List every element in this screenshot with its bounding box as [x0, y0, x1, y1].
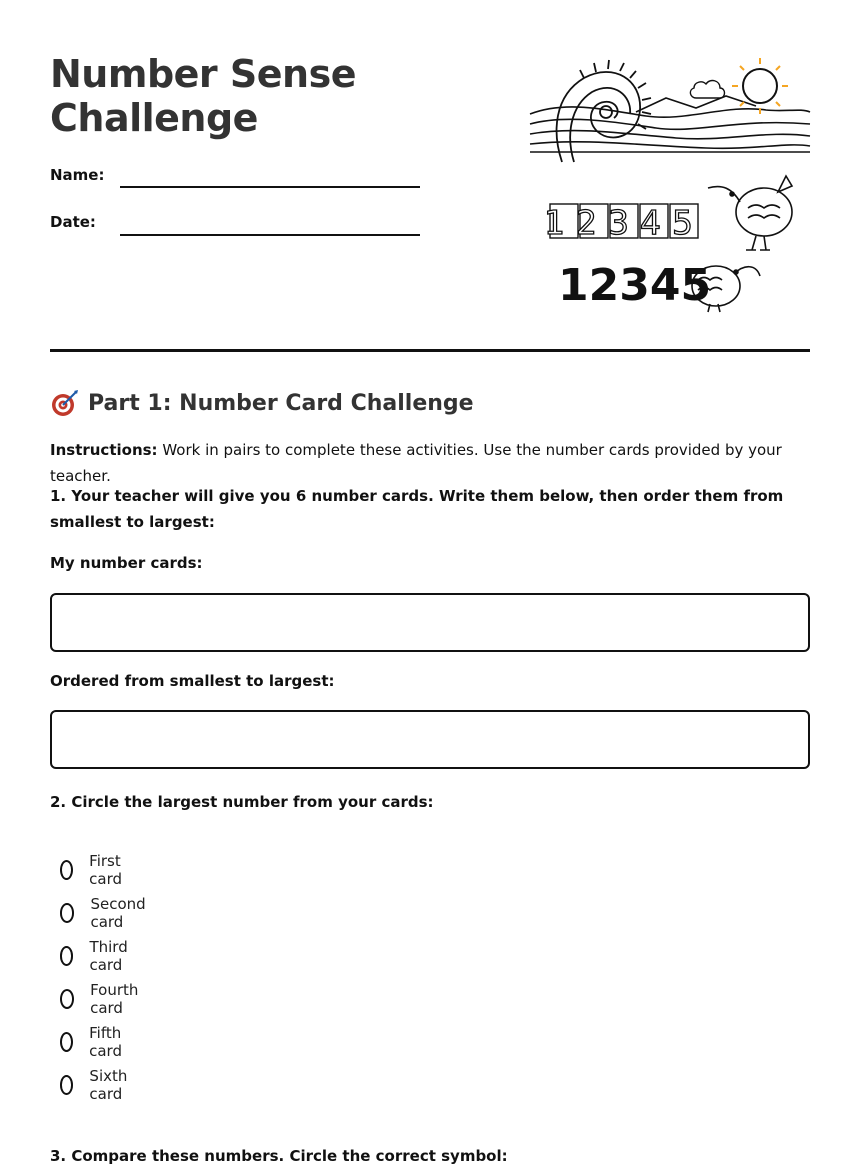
question-2: 2. Circle the largest number from your cards: — [50, 793, 434, 811]
option-label: Second card — [90, 895, 146, 931]
date-label: Date: — [50, 213, 96, 231]
radio-circle[interactable] — [60, 989, 74, 1009]
name-label: Name: — [50, 166, 105, 184]
instructions-text: Work in pairs to complete these activities. Use the number cards provided by your teacher. — [50, 441, 782, 485]
option-second-card[interactable] — [60, 895, 151, 931]
option-label: Fifth card — [89, 1024, 122, 1060]
header-illustration — [526, 52, 816, 322]
sun-icon — [732, 58, 788, 114]
question-3: 3. Compare these numbers. Circle the correct symbol: — [50, 1147, 508, 1165]
option-fourth-card[interactable] — [60, 981, 144, 1017]
radio-circle[interactable] — [60, 1032, 73, 1052]
page-title: Number Sense Challenge — [50, 52, 356, 140]
ordered-answer-box[interactable] — [50, 710, 810, 769]
my-cards-answer-box[interactable] — [50, 593, 810, 652]
option-third-card[interactable] — [60, 938, 134, 974]
question-1: 1. Your teacher will give you 6 number cards. Write them below, then order them from smallest to largest: — [50, 487, 784, 531]
part1-heading — [50, 388, 474, 418]
section-divider — [50, 349, 810, 352]
option-label: Third card — [89, 938, 128, 974]
option-label: First card — [89, 852, 123, 888]
option-fifth-card[interactable] — [60, 1024, 129, 1060]
ordered-label: Ordered from smallest to largest: — [50, 672, 335, 690]
date-field[interactable] — [120, 234, 420, 236]
option-label: Fourth card — [90, 981, 139, 1017]
my-cards-label: My number cards: — [50, 554, 203, 572]
radio-circle[interactable] — [60, 860, 73, 880]
target-dart-icon — [50, 388, 80, 418]
radio-circle[interactable] — [60, 946, 73, 966]
instructions-label: Instructions: — [50, 441, 158, 459]
option-sixth-card[interactable] — [60, 1067, 134, 1103]
option-first-card[interactable] — [60, 852, 129, 888]
outline-numbers-text: 12345 — [544, 203, 704, 242]
name-field[interactable] — [120, 186, 420, 188]
cloud-icon — [690, 81, 724, 98]
kiwi-bird-icon — [708, 176, 792, 250]
radio-circle[interactable] — [60, 903, 74, 923]
part1-heading-text: Part 1: Number Card Challenge — [88, 390, 474, 416]
option-label: Sixth card — [89, 1067, 128, 1103]
bold-numbers-text: 12345 — [558, 260, 712, 311]
radio-circle[interactable] — [60, 1075, 73, 1095]
instructions — [50, 437, 810, 489]
